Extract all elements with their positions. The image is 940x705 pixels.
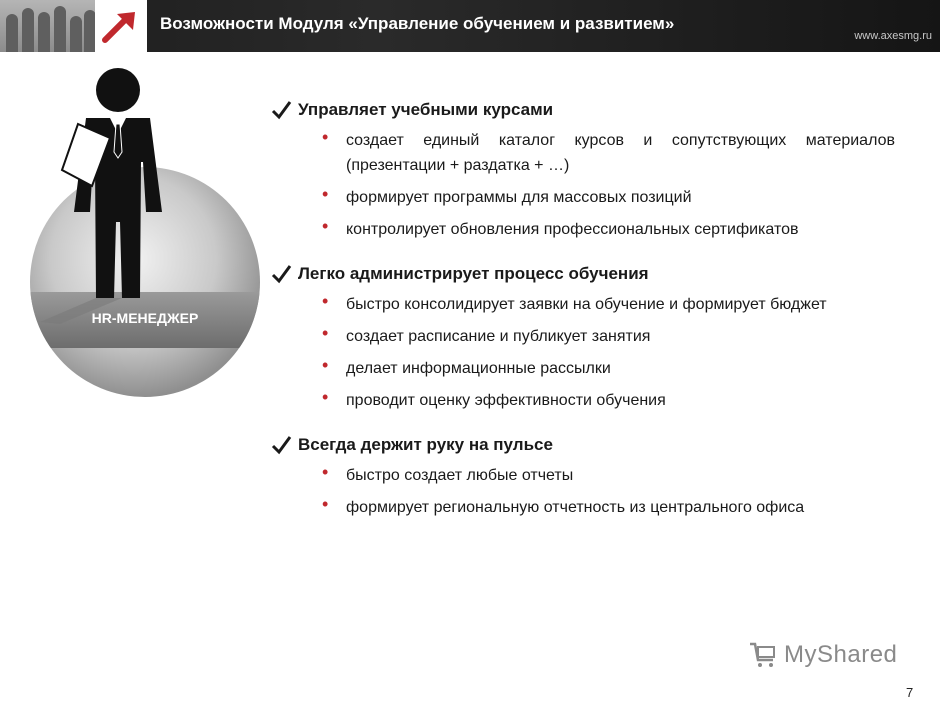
people-silhouettes-image	[0, 0, 95, 52]
list-item: • формирует программы для массовых позиций	[322, 184, 692, 206]
list-item: • быстро консолидирует заявки на обучение и формирует бюджет	[322, 291, 827, 313]
bullet-icon: •	[322, 323, 329, 343]
bullet-icon: •	[322, 494, 329, 514]
page-title: Возможности Модуля «Управление обучением и развитием»	[160, 14, 675, 33]
businessman-icon	[0, 52, 270, 412]
bullet-icon: •	[322, 355, 329, 375]
brand-my: My	[784, 641, 817, 668]
section-courses	[270, 96, 895, 242]
bullet-icon: •	[322, 216, 329, 236]
arrow-logo-icon	[95, 0, 147, 52]
section-title	[270, 431, 895, 459]
cart-icon	[748, 640, 778, 670]
section-administration	[270, 260, 895, 413]
bullet-icon: •	[322, 127, 329, 147]
content-area	[270, 96, 895, 538]
list-item: • создает единый каталог курсов и сопутствующих материалов (презентации + раздатка + …)	[322, 127, 895, 174]
bullet-icon: •	[322, 462, 329, 482]
section-title-text: Легко администрирует процесс обучения	[298, 264, 649, 283]
header-band	[0, 0, 940, 52]
list-item: • быстро создает любые отчеты	[322, 462, 574, 484]
role-label: HR-МЕНЕДЖЕР	[91, 310, 199, 326]
myshared-watermark	[748, 640, 897, 670]
checkmark-icon	[270, 99, 292, 121]
bullet-icon: •	[322, 184, 329, 204]
list-item: • формирует региональную отчетность из центрального офиса	[322, 494, 805, 516]
list-item: • создает расписание и публикует занятия	[322, 323, 651, 345]
section-title	[270, 96, 895, 124]
list-item: • проводит оценку эффективности обучения	[322, 387, 666, 409]
list-item: • делает информационные рассылки	[322, 355, 611, 377]
section-reports	[270, 431, 895, 520]
checkmark-icon	[270, 434, 292, 456]
page-number: 7	[906, 685, 914, 700]
section-title-text: Управляет учебными курсами	[298, 100, 554, 119]
hr-manager-figure	[0, 52, 270, 412]
site-url: www.axesmg.ru	[854, 30, 932, 42]
section-title	[270, 260, 895, 288]
checkmark-icon	[270, 263, 292, 285]
brand-shared: Shared	[817, 641, 898, 668]
company-logo	[95, 0, 147, 52]
list-item: • контролирует обновления профессиональных сертификатов	[322, 216, 799, 238]
bullet-icon: •	[322, 291, 329, 311]
section-title-text: Всегда держит руку на пульсе	[298, 435, 553, 454]
bullet-icon: •	[322, 387, 329, 407]
